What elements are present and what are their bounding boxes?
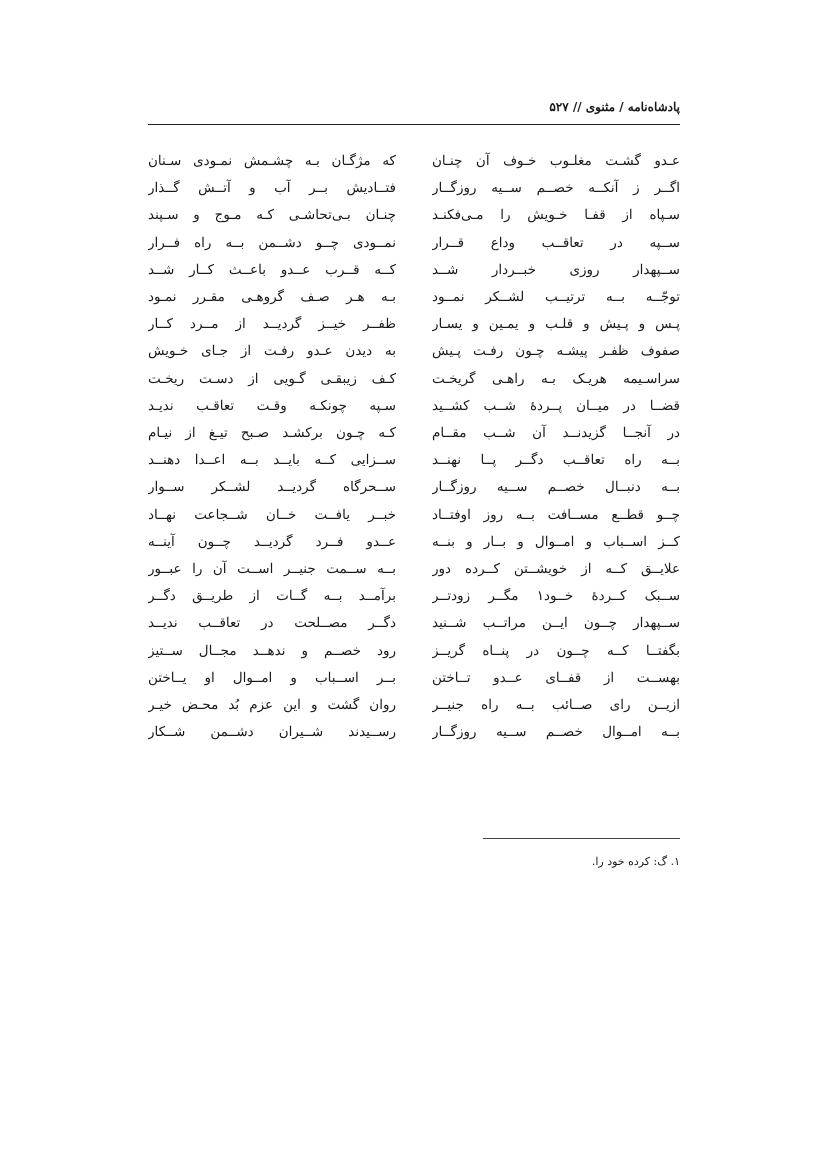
hemistich-first: بهســت از قفــای عــدو تــاختن [432,669,680,686]
footnote: ۱. گ: کرده خود را. [591,855,680,868]
hemistich-second: فتــادیش بــر آب و آتــش گــذار [148,180,396,197]
couplet [0,449,826,471]
hemistich-first: علایــق کــه از خویشــتن کــرده دور [432,561,680,577]
couplet [0,395,826,417]
hemistich-second: بــر اســباب و امــوال او یــاختن [148,669,396,686]
couplet [0,504,826,526]
hemistich-first: ســپهدار روزی خبــردار شــد [432,261,680,278]
hemistich-first: چــو قطــع مســافت بــه روز اوفتــاد [432,506,680,523]
couplet [0,204,826,226]
couplet [0,612,826,634]
couplet [0,286,826,308]
couplet [0,721,826,743]
couplet [0,694,826,716]
hemistich-first: ازیــن رای صــائب بــه راه جنیــر [432,697,680,713]
hemistich-second: عــدو فــرد گردیــد چــون آینــه [148,533,396,550]
hemistich-second: ظفــر خیــز گردیــد از مــرد کــار [148,316,396,333]
hemistich-second: ســزایی کــه بایــد بــه اعــدا دهنــد [148,452,396,469]
hemistich-first: قضــا در میــان پــردهٔ شــب کشــید [432,397,680,414]
hemistich-second: دگــر مصــلحت در تعاقــب ندیــد [148,615,396,632]
couplet [0,368,826,390]
header-divider [148,124,680,125]
hemistich-first: کــز اســباب و امــوال و بــار و بنــه [432,533,680,550]
couplet [0,150,826,172]
footnote-divider [483,838,680,839]
couplet [0,531,826,553]
couplet [0,259,826,281]
couplet [0,640,826,662]
hemistich-second: نمــودی چــو دشــمن بــه راه فــرار [148,234,396,251]
hemistich-second: رود خصــم و ندهــد مجــال ســتیز [148,642,396,659]
hemistich-first: در آنجــا گزیدنــد آن شــب مقــام [432,425,680,441]
hemistich-first: ســپه در تعاقــب وداع قــرار [432,234,680,251]
couplet [0,422,826,444]
couplet [0,232,826,254]
hemistich-first: عـدو گشـت مغلـوب خـوف آن چنـان [432,153,680,169]
hemistich-second: برآمــد بــه گــات از طریــق دگــر [148,588,396,605]
hemistich-second: رســیدند شــیران دشــمن شــکار [148,724,396,741]
hemistich-second: خبــر یافــت خــان شــجاعت نهــاد [148,506,396,523]
hemistich-second: کــه قــرب عــدو باعــث کــار شــد [148,261,396,278]
hemistich-second: سـپه چونکـه وقـت تعاقـب ندیـد [148,397,396,414]
couplet [0,177,826,199]
hemistich-first: صفوف ظفـر پیشـه چـون رفـت پـیش [432,343,680,360]
hemistich-first: بگفتــا کــه چــون در پنــاه گریــز [432,642,680,659]
hemistich-second: بـه هـر صـف گروهـی مقـرر نمـود [148,289,396,305]
hemistich-first: پـس و پـیش و قلـب و یمـین و یسـار [432,316,680,333]
hemistich-first: بــه دنبــال خصــم ســیه روزگــار [432,479,680,496]
couplet [0,667,826,689]
couplet [0,340,826,362]
hemistich-second: چنـان بـی‌تحاشـی کـه مـوج و سـپند [148,207,396,224]
hemistich-second: به دیدن عـدو رفـت از جـای خـویش [148,343,396,360]
hemistich-second: بــه ســمت جنیــر اســت آن را عبــور [148,561,396,577]
hemistich-first: ســبک کــردهٔ خــود۱ مگــر زودتــر [432,588,680,605]
hemistich-first: بــه راه تعاقــب دگــر پــا نهنــد [432,452,680,469]
hemistich-second: ســحرگاه گردیــد لشــکر ســوار [148,479,396,496]
hemistich-first: بــه امــوال خصــم ســیه روزگــار [432,724,680,741]
couplet [0,313,826,335]
hemistich-second: روان گشت و این عزم بُد محـض خیـر [148,697,396,713]
hemistich-second: کـه چـون برکشـد صـبح تیـغ از نیـام [148,425,396,441]
hemistich-second: کـف زیبقـی گـویی از دسـت ریخـت [148,370,396,387]
couplet [0,558,826,580]
hemistich-first: توجّــه بــه ترتیــب لشــکر نمــود [432,289,680,305]
hemistich-first: اگــر ز آنکــه خصــم ســیه روزگــار [432,180,680,197]
couplet [0,476,826,498]
couplet [0,585,826,607]
hemistich-first: سراسـیمه هریـک بـه راهـی گریخـت [432,370,680,387]
running-header: پادشاه‌نامه / مثنوی // ۵۲۷ [549,100,680,114]
hemistich-first: سـپاه از قفـا خـویش را مـی‌فکنـد [432,207,680,224]
hemistich-first: ســپهدار چــون ایــن مراتــب شــنید [432,615,680,632]
hemistich-second: که مژگـان بـه چشـمش نمـودی سـنان [148,153,396,169]
